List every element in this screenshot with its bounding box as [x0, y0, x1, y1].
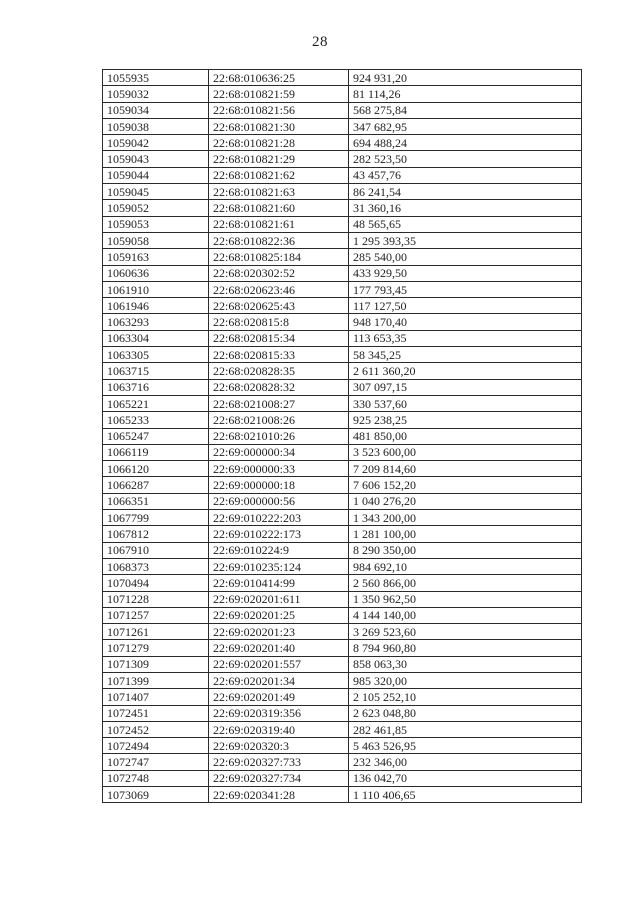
- record-id-cell: 1060636: [103, 265, 209, 281]
- cadastral-number-cell: 22:69:020201:23: [209, 624, 349, 640]
- cadastral-number-cell: 22:68:010821:56: [209, 102, 349, 118]
- value-cell: 1 295 393,35: [349, 232, 582, 248]
- table-row: [103, 721, 582, 737]
- record-id-cell: 1063304: [103, 330, 209, 346]
- value-cell: 81 114,26: [349, 86, 582, 102]
- table-row: [103, 689, 582, 705]
- value-cell: 136 042,70: [349, 770, 582, 786]
- record-id-cell: 1072452: [103, 721, 209, 737]
- table-row: [103, 510, 582, 526]
- table-row: [103, 249, 582, 265]
- record-id-cell: 1059032: [103, 86, 209, 102]
- table-row: [103, 640, 582, 656]
- table-row: [103, 200, 582, 216]
- record-id-cell: 1063715: [103, 363, 209, 379]
- cadastral-number-cell: 22:68:020625:43: [209, 298, 349, 314]
- value-cell: 347 682,95: [349, 118, 582, 134]
- cadastral-number-cell: 22:69:020319:356: [209, 705, 349, 721]
- value-cell: 117 127,50: [349, 298, 582, 314]
- record-id-cell: 1071309: [103, 656, 209, 672]
- cadastral-number-cell: 22:68:010822:36: [209, 232, 349, 248]
- record-id-cell: 1061946: [103, 298, 209, 314]
- cadastral-number-cell: 22:68:010821:61: [209, 216, 349, 232]
- page-number: 28: [312, 34, 328, 50]
- cadastral-number-cell: 22:69:020201:557: [209, 656, 349, 672]
- record-id-cell: 1071399: [103, 672, 209, 688]
- table-row: [103, 265, 582, 281]
- record-id-cell: 1067910: [103, 542, 209, 558]
- record-id-cell: 1059163: [103, 249, 209, 265]
- record-id-cell: 1059038: [103, 118, 209, 134]
- table-row: [103, 428, 582, 444]
- cadastral-number-cell: 22:69:000000:56: [209, 493, 349, 509]
- table-row: [103, 135, 582, 151]
- table-row: [103, 738, 582, 754]
- record-id-cell: 1066351: [103, 493, 209, 509]
- table-row: [103, 70, 582, 86]
- value-cell: 307 097,15: [349, 379, 582, 395]
- value-cell: 433 929,50: [349, 265, 582, 281]
- value-cell: 282 461,85: [349, 721, 582, 737]
- value-cell: 58 345,25: [349, 347, 582, 363]
- value-cell: 31 360,16: [349, 200, 582, 216]
- value-cell: 3 269 523,60: [349, 624, 582, 640]
- record-id-cell: 1059053: [103, 216, 209, 232]
- cadastral-number-cell: 22:68:010821:28: [209, 135, 349, 151]
- table-row: [103, 151, 582, 167]
- cadastral-number-cell: 22:68:010821:62: [209, 167, 349, 183]
- table-row: [103, 347, 582, 363]
- table-row: [103, 493, 582, 509]
- cadastral-number-cell: 22:69:010222:173: [209, 526, 349, 542]
- cadastral-number-cell: 22:69:000000:34: [209, 444, 349, 460]
- table-row: [103, 444, 582, 460]
- value-cell: 2 623 048,80: [349, 705, 582, 721]
- table-row: [103, 86, 582, 102]
- record-id-cell: 1071407: [103, 689, 209, 705]
- cadastral-number-cell: 22:69:020201:611: [209, 591, 349, 607]
- value-cell: 948 170,40: [349, 314, 582, 330]
- value-cell: 113 653,35: [349, 330, 582, 346]
- record-id-cell: 1061910: [103, 281, 209, 297]
- table-row: [103, 232, 582, 248]
- table-row: [103, 558, 582, 574]
- table-row: [103, 754, 582, 770]
- table-row: [103, 167, 582, 183]
- table-row: [103, 412, 582, 428]
- cadastral-number-cell: 22:69:010224:9: [209, 542, 349, 558]
- table-row: [103, 591, 582, 607]
- value-cell: 1 343 200,00: [349, 510, 582, 526]
- value-cell: 3 523 600,00: [349, 444, 582, 460]
- value-cell: 1 281 100,00: [349, 526, 582, 542]
- cadastral-number-cell: 22:69:020201:40: [209, 640, 349, 656]
- value-cell: 568 275,84: [349, 102, 582, 118]
- table-row: [103, 281, 582, 297]
- cadastral-number-cell: 22:69:020319:40: [209, 721, 349, 737]
- record-id-cell: 1070494: [103, 575, 209, 591]
- cadastral-number-cell: 22:69:010222:203: [209, 510, 349, 526]
- table-row: [103, 395, 582, 411]
- cadastral-number-cell: 22:69:020320:3: [209, 738, 349, 754]
- record-id-cell: 1071279: [103, 640, 209, 656]
- value-cell: 984 692,10: [349, 558, 582, 574]
- table-row: [103, 575, 582, 591]
- cadastral-number-cell: 22:68:020302:52: [209, 265, 349, 281]
- value-cell: 924 931,20: [349, 70, 582, 86]
- value-cell: 5 463 526,95: [349, 738, 582, 754]
- value-cell: 2 105 252,10: [349, 689, 582, 705]
- record-id-cell: 1072451: [103, 705, 209, 721]
- table-row: [103, 379, 582, 395]
- record-id-cell: 1071257: [103, 607, 209, 623]
- cadastral-number-cell: 22:68:020815:34: [209, 330, 349, 346]
- record-id-cell: 1068373: [103, 558, 209, 574]
- cadastral-number-cell: 22:68:021008:26: [209, 412, 349, 428]
- value-cell: 177 793,45: [349, 281, 582, 297]
- value-cell: 985 320,00: [349, 672, 582, 688]
- record-id-cell: 1072748: [103, 770, 209, 786]
- table-row: [103, 184, 582, 200]
- record-id-cell: 1059058: [103, 232, 209, 248]
- record-id-cell: 1066120: [103, 461, 209, 477]
- record-id-cell: 1059052: [103, 200, 209, 216]
- cadastral-number-cell: 22:68:010821:29: [209, 151, 349, 167]
- cadastral-number-cell: 22:68:020815:8: [209, 314, 349, 330]
- value-cell: 2 611 360,20: [349, 363, 582, 379]
- record-id-cell: 1067812: [103, 526, 209, 542]
- table-row: [103, 542, 582, 558]
- table-row: [103, 298, 582, 314]
- value-cell: 43 457,76: [349, 167, 582, 183]
- table-row: [103, 461, 582, 477]
- cadastral-number-cell: 22:68:010825:184: [209, 249, 349, 265]
- cadastral-number-cell: 22:68:021008:27: [209, 395, 349, 411]
- cadastral-number-cell: 22:69:010235:124: [209, 558, 349, 574]
- record-id-cell: 1063293: [103, 314, 209, 330]
- value-cell: 48 565,65: [349, 216, 582, 232]
- table-row: [103, 607, 582, 623]
- table-row: [103, 102, 582, 118]
- record-id-cell: 1067799: [103, 510, 209, 526]
- cadastral-value-table: [102, 69, 582, 803]
- cadastral-number-cell: 22:68:010821:63: [209, 184, 349, 200]
- table-row: [103, 363, 582, 379]
- record-id-cell: 1059043: [103, 151, 209, 167]
- table-row: [103, 314, 582, 330]
- record-id-cell: 1059045: [103, 184, 209, 200]
- value-cell: 8 794 960,80: [349, 640, 582, 656]
- table-row: [103, 477, 582, 493]
- cadastral-number-cell: 22:68:010821:60: [209, 200, 349, 216]
- value-cell: 481 850,00: [349, 428, 582, 444]
- value-cell: 1 350 962,50: [349, 591, 582, 607]
- cadastral-number-cell: 22:69:010414:99: [209, 575, 349, 591]
- record-id-cell: 1066287: [103, 477, 209, 493]
- table-body: [103, 70, 582, 803]
- record-id-cell: 1073069: [103, 787, 209, 803]
- table-row: [103, 787, 582, 803]
- value-cell: 2 560 866,00: [349, 575, 582, 591]
- value-cell: 282 523,50: [349, 151, 582, 167]
- record-id-cell: 1072747: [103, 754, 209, 770]
- table-row: [103, 672, 582, 688]
- record-id-cell: 1063305: [103, 347, 209, 363]
- value-cell: 4 144 140,00: [349, 607, 582, 623]
- table-row: [103, 216, 582, 232]
- cadastral-number-cell: 22:68:020828:35: [209, 363, 349, 379]
- record-id-cell: 1059042: [103, 135, 209, 151]
- table-row: [103, 330, 582, 346]
- cadastral-number-cell: 22:68:020623:46: [209, 281, 349, 297]
- cadastral-number-cell: 22:69:020327:733: [209, 754, 349, 770]
- cadastral-number-cell: 22:69:020201:49: [209, 689, 349, 705]
- value-cell: 285 540,00: [349, 249, 582, 265]
- value-cell: 7 209 814,60: [349, 461, 582, 477]
- table-row: [103, 118, 582, 134]
- cadastral-number-cell: 22:68:020815:33: [209, 347, 349, 363]
- cadastral-number-cell: 22:69:000000:18: [209, 477, 349, 493]
- record-id-cell: 1065233: [103, 412, 209, 428]
- value-cell: 858 063,30: [349, 656, 582, 672]
- record-id-cell: 1065221: [103, 395, 209, 411]
- value-cell: 694 488,24: [349, 135, 582, 151]
- record-id-cell: 1065247: [103, 428, 209, 444]
- value-cell: 7 606 152,20: [349, 477, 582, 493]
- cadastral-number-cell: 22:69:020341:28: [209, 787, 349, 803]
- table-row: [103, 705, 582, 721]
- cadastral-number-cell: 22:69:020201:25: [209, 607, 349, 623]
- table-row: [103, 624, 582, 640]
- cadastral-number-cell: 22:69:020327:734: [209, 770, 349, 786]
- cadastral-number-cell: 22:68:010636:25: [209, 70, 349, 86]
- value-cell: 86 241,54: [349, 184, 582, 200]
- cadastral-number-cell: 22:68:010821:59: [209, 86, 349, 102]
- record-id-cell: 1063716: [103, 379, 209, 395]
- value-cell: 925 238,25: [349, 412, 582, 428]
- value-cell: 232 346,00: [349, 754, 582, 770]
- record-id-cell: 1059034: [103, 102, 209, 118]
- value-cell: 8 290 350,00: [349, 542, 582, 558]
- table-row: [103, 656, 582, 672]
- record-id-cell: 1072494: [103, 738, 209, 754]
- record-id-cell: 1071261: [103, 624, 209, 640]
- record-id-cell: 1071228: [103, 591, 209, 607]
- record-id-cell: 1066119: [103, 444, 209, 460]
- value-cell: 330 537,60: [349, 395, 582, 411]
- cadastral-number-cell: 22:69:000000:33: [209, 461, 349, 477]
- cadastral-number-cell: 22:68:020828:32: [209, 379, 349, 395]
- record-id-cell: 1059044: [103, 167, 209, 183]
- cadastral-number-cell: 22:68:010821:30: [209, 118, 349, 134]
- record-id-cell: 1055935: [103, 70, 209, 86]
- value-cell: 1 110 406,65: [349, 787, 582, 803]
- cadastral-number-cell: 22:69:020201:34: [209, 672, 349, 688]
- table-row: [103, 526, 582, 542]
- cadastral-number-cell: 22:68:021010:26: [209, 428, 349, 444]
- value-cell: 1 040 276,20: [349, 493, 582, 509]
- table-row: [103, 770, 582, 786]
